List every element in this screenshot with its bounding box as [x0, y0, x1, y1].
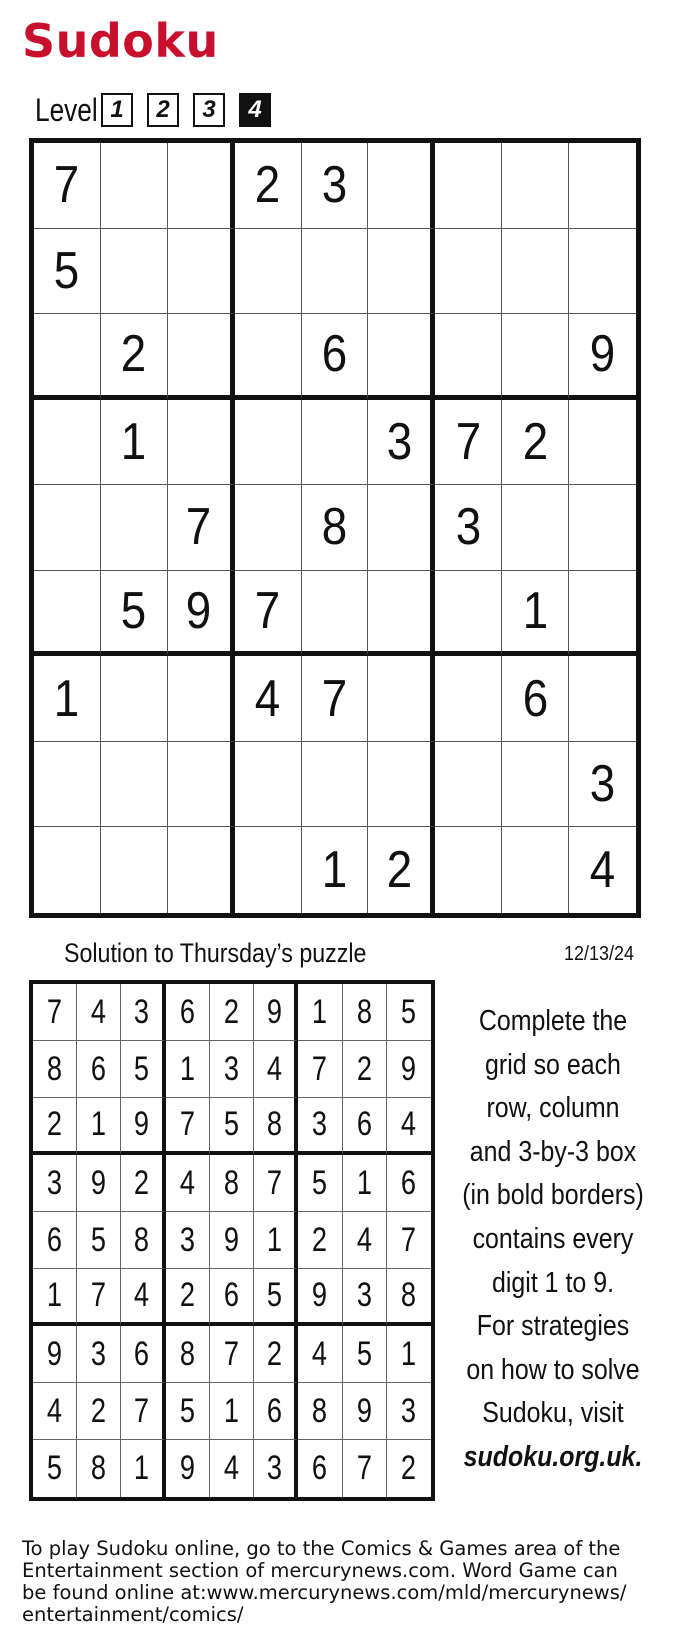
solution-digit: 6	[91, 1049, 107, 1088]
puzzle-cell-r4c4[interactable]	[235, 400, 302, 486]
puzzle-cell-r6c6[interactable]	[368, 571, 435, 657]
solution-digit: 3	[356, 1276, 372, 1314]
puzzle-cell-r7c8	[502, 656, 569, 742]
puzzle-digit: 2	[254, 156, 281, 215]
puzzle-cell-r3c6[interactable]	[368, 314, 435, 400]
solution-cell-r1c3	[121, 984, 165, 1041]
solution-cell-r4c9	[387, 1155, 431, 1212]
solution-cell-r1c5	[210, 984, 254, 1041]
page-title: Sudoku	[22, 14, 219, 68]
puzzle-cell-r1c1	[34, 143, 101, 229]
solution-digit: 7	[133, 1391, 150, 1430]
puzzle-cell-r5c4[interactable]	[235, 485, 302, 571]
solution-digit: 5	[179, 1391, 195, 1430]
puzzle-digit: 7	[254, 582, 281, 641]
solution-digit: 3	[266, 1449, 282, 1487]
puzzle-cell-r4c7	[435, 400, 502, 486]
footer-line: entertainment/comics/	[22, 1603, 244, 1626]
puzzle-cell-r1c7[interactable]	[435, 143, 502, 229]
solution-digit: 2	[312, 1220, 328, 1259]
solution-cell-r7c7	[298, 1326, 342, 1383]
solution-digit: 9	[223, 1220, 240, 1259]
solution-digit: 1	[356, 1163, 372, 1202]
puzzle-cell-r5c3	[168, 485, 235, 571]
puzzle-cell-r4c9[interactable]	[569, 400, 636, 486]
puzzle-digit: 4	[589, 841, 616, 900]
level-3-box: 3	[193, 93, 225, 127]
solution-cell-r4c8	[343, 1155, 387, 1212]
puzzle-cell-r3c9	[569, 314, 636, 400]
puzzle-cell-r1c5	[302, 143, 369, 229]
level-label: Level	[35, 91, 98, 128]
puzzle-cell-r7c1	[34, 656, 101, 742]
puzzle-cell-r2c9[interactable]	[569, 229, 636, 315]
puzzle-digit: 1	[321, 841, 348, 900]
solution-caption: Solution to Thursday’s puzzle	[64, 938, 367, 968]
puzzle-cell-r2c1	[34, 229, 101, 315]
solution-digit: 1	[266, 1220, 282, 1259]
solution-cell-r9c6	[254, 1440, 298, 1497]
solution-cell-r2c8	[343, 1041, 387, 1098]
solution-cell-r4c3	[121, 1155, 165, 1212]
solution-cell-r7c6	[254, 1326, 298, 1383]
puzzle-cell-r5c9[interactable]	[569, 485, 636, 571]
puzzle-cell-r7c6[interactable]	[368, 656, 435, 742]
solution-cell-r8c4	[166, 1383, 210, 1440]
instructions	[440, 1000, 666, 1480]
puzzle-cell-r9c3[interactable]	[168, 827, 235, 913]
solution-digit: 1	[47, 1276, 63, 1314]
puzzle-cell-r9c6	[368, 827, 435, 913]
solution-cell-r4c1	[33, 1155, 77, 1212]
solution-digit: 5	[266, 1276, 282, 1314]
solution-digit: 2	[179, 1276, 195, 1314]
puzzle-cell-r6c4	[235, 571, 302, 657]
solution-cell-r9c7	[298, 1440, 342, 1497]
solution-digit: 6	[179, 992, 195, 1031]
solution-digit: 4	[133, 1276, 150, 1314]
solution-cell-r8c8	[343, 1383, 387, 1440]
puzzle-digit: 5	[54, 241, 80, 300]
solution-digit: 8	[356, 992, 372, 1031]
solution-cell-r6c3	[121, 1269, 165, 1326]
solution-digit: 2	[223, 992, 240, 1031]
solution-cell-r6c7	[298, 1269, 342, 1326]
solution-cell-r4c2	[77, 1155, 121, 1212]
solution-digit: 6	[133, 1334, 150, 1373]
solution-digit: 8	[179, 1334, 195, 1373]
solution-digit: 8	[133, 1220, 150, 1259]
solution-digit: 4	[266, 1049, 282, 1088]
puzzle-cell-r9c9	[569, 827, 636, 913]
solution-cell-r9c8	[343, 1440, 387, 1497]
solution-digit: 1	[133, 1449, 150, 1487]
puzzle-cell-r4c1[interactable]	[34, 400, 101, 486]
solution-digit: 3	[47, 1163, 63, 1202]
solution-cell-r2c2	[77, 1041, 121, 1098]
solution-cell-r3c3	[121, 1098, 165, 1155]
puzzle-cell-r2c4[interactable]	[235, 229, 302, 315]
solution-cell-r7c8	[343, 1326, 387, 1383]
solution-cell-r3c5	[210, 1098, 254, 1155]
solution-cell-r1c8	[343, 984, 387, 1041]
solution-digit: 2	[47, 1105, 63, 1143]
solution-cell-r3c8	[343, 1098, 387, 1155]
solution-cell-r8c5	[210, 1383, 254, 1440]
solution-digit: 7	[223, 1334, 240, 1373]
puzzle-cell-r6c7[interactable]	[435, 571, 502, 657]
instruction-line: For strategies	[476, 1310, 630, 1343]
puzzle-cell-r9c5	[302, 827, 369, 913]
solution-cell-r5c3	[121, 1212, 165, 1269]
puzzle-cell-r1c8[interactable]	[502, 143, 569, 229]
solution-digit: 9	[47, 1334, 63, 1373]
solution-digit: 2	[401, 1449, 417, 1487]
solution-digit: 6	[312, 1449, 328, 1487]
solution-digit: 4	[401, 1105, 417, 1143]
solution-digit: 9	[266, 992, 282, 1031]
solution-digit: 3	[223, 1049, 240, 1088]
puzzle-cell-r7c2[interactable]	[101, 656, 168, 742]
solution-digit: 6	[401, 1163, 417, 1202]
puzzle-cell-r7c9[interactable]	[569, 656, 636, 742]
puzzle-digit: 7	[455, 412, 481, 471]
solution-grid	[29, 980, 435, 1501]
solution-cell-r3c7	[298, 1098, 342, 1155]
solution-cell-r5c4	[166, 1212, 210, 1269]
solution-digit: 4	[179, 1163, 195, 1202]
puzzle-digit: 3	[589, 755, 616, 814]
instruction-line: contains every	[472, 1222, 634, 1255]
solution-cell-r1c2	[77, 984, 121, 1041]
puzzle-cell-r1c2[interactable]	[101, 143, 168, 229]
instruction-line: grid so each	[485, 1048, 621, 1081]
puzzle-cell-r7c4	[235, 656, 302, 742]
level-1-box: 1	[101, 93, 133, 127]
solution-cell-r2c5	[210, 1041, 254, 1098]
solution-digit: 7	[179, 1105, 195, 1143]
puzzle-cell-r4c2	[101, 400, 168, 486]
puzzle-cell-r6c2	[101, 571, 168, 657]
puzzle-digit: 1	[121, 412, 147, 471]
puzzle-cell-r2c2[interactable]	[101, 229, 168, 315]
solution-digit: 3	[401, 1391, 417, 1430]
puzzle-cell-r5c8[interactable]	[502, 485, 569, 571]
solution-cell-r1c1	[33, 984, 77, 1041]
solution-cell-r1c6	[254, 984, 298, 1041]
solution-cell-r2c4	[166, 1041, 210, 1098]
puzzle-cell-r2c6[interactable]	[368, 229, 435, 315]
instruction-line: and 3-by-3 box	[469, 1135, 637, 1168]
footer-text	[22, 1538, 672, 1626]
puzzle-cell-r7c7[interactable]	[435, 656, 502, 742]
puzzle-cell-r7c3[interactable]	[168, 656, 235, 742]
instruction-line: Complete the	[478, 1005, 628, 1037]
solution-cell-r7c5	[210, 1326, 254, 1383]
puzzle-digit: 7	[185, 498, 212, 557]
solution-cell-r7c2	[77, 1326, 121, 1383]
solution-digit: 5	[47, 1449, 63, 1487]
solution-digit: 8	[91, 1449, 107, 1487]
puzzle-cell-r8c2[interactable]	[101, 742, 168, 828]
solution-digit: 2	[266, 1334, 282, 1373]
solution-digit: 9	[179, 1449, 195, 1487]
puzzle-cell-r9c2[interactable]	[101, 827, 168, 913]
solution-digit: 3	[179, 1220, 195, 1259]
puzzle-cell-r6c5[interactable]	[302, 571, 369, 657]
puzzle-cell-r1c6[interactable]	[368, 143, 435, 229]
puzzle-cell-r8c1[interactable]	[34, 742, 101, 828]
solution-cell-r1c4	[166, 984, 210, 1041]
solution-digit: 8	[47, 1049, 63, 1088]
solution-digit: 1	[312, 992, 328, 1031]
solution-cell-r6c1	[33, 1269, 77, 1326]
puzzle-cell-r3c5	[302, 314, 369, 400]
solution-cell-r1c7	[298, 984, 342, 1041]
puzzle-cell-r9c1[interactable]	[34, 827, 101, 913]
solution-cell-r6c8	[343, 1269, 387, 1326]
puzzle-cell-r6c1[interactable]	[34, 571, 101, 657]
puzzle-cell-r3c1[interactable]	[34, 314, 101, 400]
puzzle-digit: 8	[321, 498, 348, 557]
level-4-box-selected: 4	[239, 93, 271, 127]
solution-cell-r2c1	[33, 1041, 77, 1098]
solution-cell-r3c1	[33, 1098, 77, 1155]
solution-digit: 1	[179, 1049, 195, 1088]
solution-digit: 4	[223, 1449, 240, 1487]
solution-cell-r9c4	[166, 1440, 210, 1497]
solution-digit: 7	[312, 1049, 328, 1088]
puzzle-cell-r1c4	[235, 143, 302, 229]
puzzle-cell-r1c3[interactable]	[168, 143, 235, 229]
footer-line: Entertainment section of mercurynews.com. Word Game can	[22, 1559, 618, 1582]
puzzle-digit: 7	[54, 156, 80, 215]
solution-digit: 8	[266, 1105, 282, 1143]
solution-cell-r8c9	[387, 1383, 431, 1440]
solution-digit: 7	[47, 992, 63, 1031]
solution-cell-r9c3	[121, 1440, 165, 1497]
solution-digit: 4	[91, 992, 107, 1031]
solution-digit: 3	[312, 1105, 328, 1143]
solution-cell-r5c8	[343, 1212, 387, 1269]
solution-cell-r8c1	[33, 1383, 77, 1440]
solution-digit: 6	[356, 1105, 372, 1143]
puzzle-cell-r5c5	[302, 485, 369, 571]
solution-cell-r2c6	[254, 1041, 298, 1098]
solution-digit: 1	[401, 1334, 417, 1373]
puzzle-cell-r2c5[interactable]	[302, 229, 369, 315]
solution-digit: 9	[401, 1049, 417, 1088]
solution-digit: 1	[223, 1391, 240, 1430]
puzzle-cell-r4c3[interactable]	[168, 400, 235, 486]
solution-cell-r9c5	[210, 1440, 254, 1497]
solution-digit: 6	[223, 1276, 240, 1314]
solution-cell-r8c2	[77, 1383, 121, 1440]
solution-cell-r5c5	[210, 1212, 254, 1269]
solution-digit: 6	[266, 1391, 282, 1430]
puzzle-cell-r5c1[interactable]	[34, 485, 101, 571]
puzzle-digit: 5	[121, 582, 147, 641]
solution-digit: 9	[312, 1276, 328, 1314]
solution-cell-r7c9	[387, 1326, 431, 1383]
solution-digit: 2	[91, 1391, 107, 1430]
solution-cell-r8c3	[121, 1383, 165, 1440]
puzzle-cell-r3c3[interactable]	[168, 314, 235, 400]
solution-cell-r5c6	[254, 1212, 298, 1269]
solution-cell-r7c3	[121, 1326, 165, 1383]
puzzle-digit: 1	[54, 669, 80, 728]
solution-digit: 4	[312, 1334, 328, 1373]
solution-cell-r6c4	[166, 1269, 210, 1326]
puzzle-date: 12/13/24	[564, 943, 635, 965]
puzzle-cell-r2c8[interactable]	[502, 229, 569, 315]
puzzle-cell-r5c6[interactable]	[368, 485, 435, 571]
solution-digit: 8	[312, 1391, 328, 1430]
puzzle-cell-r8c7[interactable]	[435, 742, 502, 828]
solution-digit: 8	[223, 1163, 240, 1202]
puzzle-digit: 1	[522, 582, 548, 641]
solution-digit: 4	[47, 1391, 63, 1430]
puzzle-cell-r4c8	[502, 400, 569, 486]
solution-cell-r2c9	[387, 1041, 431, 1098]
puzzle-cell-r1c9[interactable]	[569, 143, 636, 229]
puzzle-digit: 2	[121, 325, 147, 384]
level-2-box: 2	[147, 93, 179, 127]
solution-digit: 2	[356, 1049, 372, 1088]
solution-cell-r8c6	[254, 1383, 298, 1440]
solution-cell-r6c6	[254, 1269, 298, 1326]
solution-digit: 3	[91, 1334, 107, 1373]
solution-cell-r4c6	[254, 1155, 298, 1212]
puzzle-digit: 9	[589, 325, 616, 384]
puzzle-digit: 3	[321, 156, 348, 215]
solution-cell-r3c9	[387, 1098, 431, 1155]
solution-cell-r7c1	[33, 1326, 77, 1383]
puzzle-cell-r8c9	[569, 742, 636, 828]
solution-digit: 7	[356, 1449, 372, 1487]
solution-cell-r4c7	[298, 1155, 342, 1212]
puzzle-cell-r3c4[interactable]	[235, 314, 302, 400]
puzzle-cell-r8c3[interactable]	[168, 742, 235, 828]
solution-digit: 5	[223, 1105, 240, 1143]
solution-digit: 9	[356, 1391, 372, 1430]
sudoku-puzzle-grid	[29, 138, 641, 918]
solution-cell-r5c7	[298, 1212, 342, 1269]
sudoku-website-link[interactable]: sudoku.org.uk.	[463, 1440, 643, 1473]
puzzle-digit: 3	[386, 412, 413, 471]
solution-cell-r4c5	[210, 1155, 254, 1212]
solution-cell-r6c5	[210, 1269, 254, 1326]
solution-digit: 9	[91, 1163, 107, 1202]
solution-cell-r5c1	[33, 1212, 77, 1269]
solution-cell-r3c2	[77, 1098, 121, 1155]
instruction-line: Sudoku, visit	[482, 1397, 624, 1430]
puzzle-cell-r8c8[interactable]	[502, 742, 569, 828]
puzzle-digit: 2	[386, 841, 413, 900]
puzzle-digit: 6	[522, 669, 548, 728]
solution-cell-r9c2	[77, 1440, 121, 1497]
puzzle-cell-r2c3[interactable]	[168, 229, 235, 315]
solution-cell-r6c2	[77, 1269, 121, 1326]
solution-cell-r6c9	[387, 1269, 431, 1326]
puzzle-cell-r4c5[interactable]	[302, 400, 369, 486]
puzzle-cell-r6c9[interactable]	[569, 571, 636, 657]
solution-digit: 5	[312, 1163, 328, 1202]
solution-digit: 9	[133, 1105, 150, 1143]
puzzle-cell-r6c8	[502, 571, 569, 657]
puzzle-digit: 7	[321, 669, 348, 728]
puzzle-cell-r3c2	[101, 314, 168, 400]
puzzle-cell-r8c6[interactable]	[368, 742, 435, 828]
solution-digit: 5	[91, 1220, 107, 1259]
solution-digit: 7	[266, 1163, 282, 1202]
solution-digit: 1	[91, 1105, 107, 1143]
puzzle-cell-r3c8[interactable]	[502, 314, 569, 400]
puzzle-cell-r8c5[interactable]	[302, 742, 369, 828]
puzzle-cell-r5c7	[435, 485, 502, 571]
solution-cell-r7c4	[166, 1326, 210, 1383]
solution-digit: 7	[401, 1220, 417, 1259]
solution-digit: 2	[133, 1163, 150, 1202]
puzzle-digit: 9	[185, 582, 212, 641]
solution-digit: 6	[47, 1220, 63, 1259]
level-selector	[35, 91, 285, 129]
solution-digit: 5	[133, 1049, 150, 1088]
instruction-line: row, column	[486, 1092, 620, 1125]
puzzle-digit: 3	[455, 498, 481, 557]
solution-cell-r8c7	[298, 1383, 342, 1440]
solution-digit: 5	[401, 992, 417, 1031]
instruction-line: on how to solve	[466, 1353, 640, 1386]
solution-cell-r4c4	[166, 1155, 210, 1212]
puzzle-cell-r4c6	[368, 400, 435, 486]
puzzle-digit: 4	[254, 669, 281, 728]
puzzle-cell-r2c7[interactable]	[435, 229, 502, 315]
solution-digit: 7	[91, 1276, 107, 1314]
solution-cell-r9c1	[33, 1440, 77, 1497]
footer-line: To play Sudoku online, go to the Comics & Games area of the	[22, 1537, 621, 1560]
puzzle-digit: 6	[321, 325, 348, 384]
puzzle-digit: 2	[522, 412, 548, 471]
puzzle-cell-r8c4[interactable]	[235, 742, 302, 828]
footer-line: be found online at:www.mercurynews.com/mld/mercurynews/	[22, 1581, 627, 1604]
solution-cell-r3c6	[254, 1098, 298, 1155]
solution-cell-r5c9	[387, 1212, 431, 1269]
solution-digit: 3	[133, 992, 150, 1031]
puzzle-cell-r9c4[interactable]	[235, 827, 302, 913]
solution-cell-r2c3	[121, 1041, 165, 1098]
solution-digit: 5	[356, 1334, 372, 1373]
solution-digit: 4	[356, 1220, 372, 1259]
solution-cell-r3c4	[166, 1098, 210, 1155]
puzzle-cell-r9c8[interactable]	[502, 827, 569, 913]
solution-cell-r9c9	[387, 1440, 431, 1497]
puzzle-cell-r3c7[interactable]	[435, 314, 502, 400]
puzzle-cell-r7c5	[302, 656, 369, 742]
puzzle-cell-r9c7[interactable]	[435, 827, 502, 913]
instruction-line: digit 1 to 9.	[491, 1266, 615, 1299]
puzzle-cell-r6c3	[168, 571, 235, 657]
puzzle-cell-r5c2[interactable]	[101, 485, 168, 571]
solution-digit: 8	[401, 1276, 417, 1314]
solution-cell-r1c9	[387, 984, 431, 1041]
solution-cell-r2c7	[298, 1041, 342, 1098]
solution-cell-r5c2	[77, 1212, 121, 1269]
instruction-line: (in bold borders)	[462, 1179, 644, 1212]
